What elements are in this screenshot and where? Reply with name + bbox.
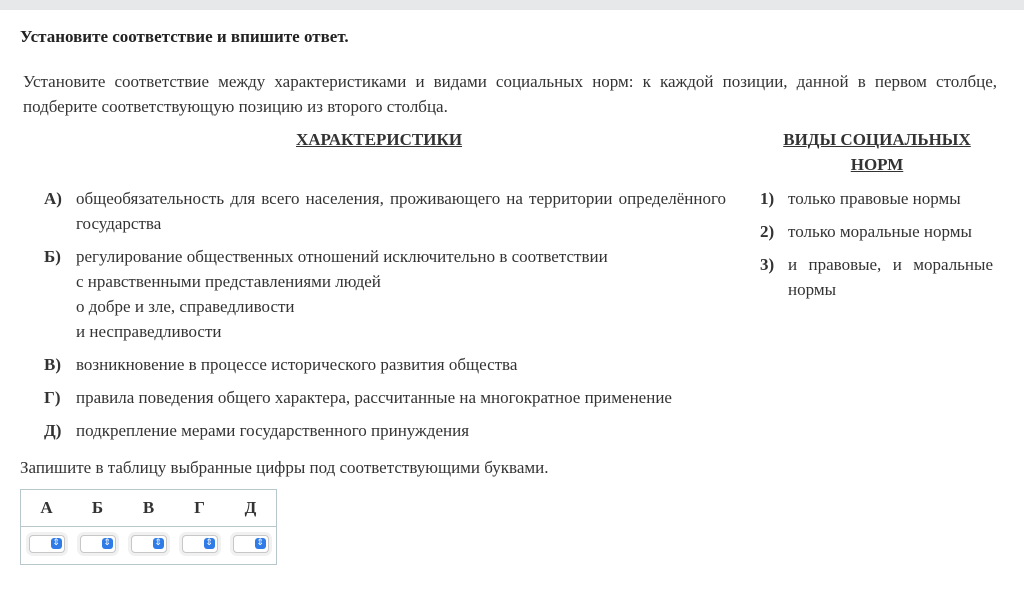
characteristic-letter: Б) xyxy=(44,247,61,266)
characteristic-line: с нравственными представлениями людей xyxy=(76,272,381,291)
task-intro: Установите соответствие между характеристиками и видами социальных норм: к каждой позиции, данной в первом столбце, подберите соответствующую позицию из второго столбца. xyxy=(23,72,997,116)
characteristic-letter: Г) xyxy=(44,388,61,407)
answer-header-v: В xyxy=(123,490,174,527)
norm-types-column-title: ВИДЫ СОЦИАЛЬНЫХ НОРМ xyxy=(783,130,971,174)
characteristic-text: подкрепление мерами государственного принуждения xyxy=(76,421,470,440)
select-arrows-icon: ⇕ xyxy=(205,538,213,548)
characteristic-text: правила поведения общего характера, рассчитанные на многократное применение xyxy=(76,388,672,407)
characteristic-letter: А) xyxy=(44,189,62,208)
answer-table-header-row xyxy=(21,490,277,527)
characteristic-letter: В) xyxy=(44,355,61,374)
answer-select-g[interactable] xyxy=(182,535,218,553)
characteristics-column-title: ХАРАКТЕРИСТИКИ xyxy=(296,130,463,149)
answer-instruction: Запишите в таблицу выбранные цифры под соответствующими буквами. xyxy=(20,458,549,477)
answer-select-v[interactable] xyxy=(131,535,167,553)
norm-type-2 xyxy=(760,219,993,244)
select-arrows-icon: ⇕ xyxy=(256,538,264,548)
characteristic-a xyxy=(44,186,726,236)
norm-number: 3) xyxy=(760,255,775,274)
characteristic-v xyxy=(44,352,744,377)
norm-number: 2) xyxy=(760,222,775,241)
characteristic-line: и несправедливости xyxy=(76,322,222,341)
task-heading: Установите соответствие и впишите ответ. xyxy=(20,27,349,46)
answer-select-d[interactable] xyxy=(233,535,269,553)
characteristic-letter: Д) xyxy=(44,421,62,440)
norm-number: 1) xyxy=(760,189,775,208)
characteristic-text xyxy=(76,244,608,344)
characteristic-b xyxy=(44,244,726,344)
answer-table-select-row xyxy=(21,527,277,565)
select-arrows-icon: ⇕ xyxy=(52,538,60,548)
answer-header-a: А xyxy=(21,490,73,527)
select-arrows-icon: ⇕ xyxy=(103,538,111,548)
characteristic-text: общеобязательность для всего населения, проживающего на территории определённого государства xyxy=(76,189,726,233)
select-arrows-icon: ⇕ xyxy=(154,538,162,548)
answer-header-g: Г xyxy=(174,490,225,527)
characteristic-line: о добре и зле, справедливости xyxy=(76,297,295,316)
answer-header-b: Б xyxy=(72,490,123,527)
characteristic-g xyxy=(44,385,744,410)
norm-text: и правовые, и моральные нормы xyxy=(788,255,993,299)
top-bar xyxy=(0,0,1024,10)
answer-header-d: Д xyxy=(225,490,277,527)
answer-select-b[interactable] xyxy=(80,535,116,553)
answer-select-a[interactable] xyxy=(29,535,65,553)
norm-text: только правовые нормы xyxy=(788,189,961,208)
characteristic-text: возникновение в процессе исторического развития общества xyxy=(76,355,518,374)
norm-text: только моральные нормы xyxy=(788,222,972,241)
characteristic-d xyxy=(44,418,744,443)
characteristic-line: регулирование общественных отношений исключительно в соответствии xyxy=(76,247,608,266)
norm-type-1 xyxy=(760,186,993,211)
norm-type-3 xyxy=(760,252,993,302)
answer-table xyxy=(20,489,277,565)
